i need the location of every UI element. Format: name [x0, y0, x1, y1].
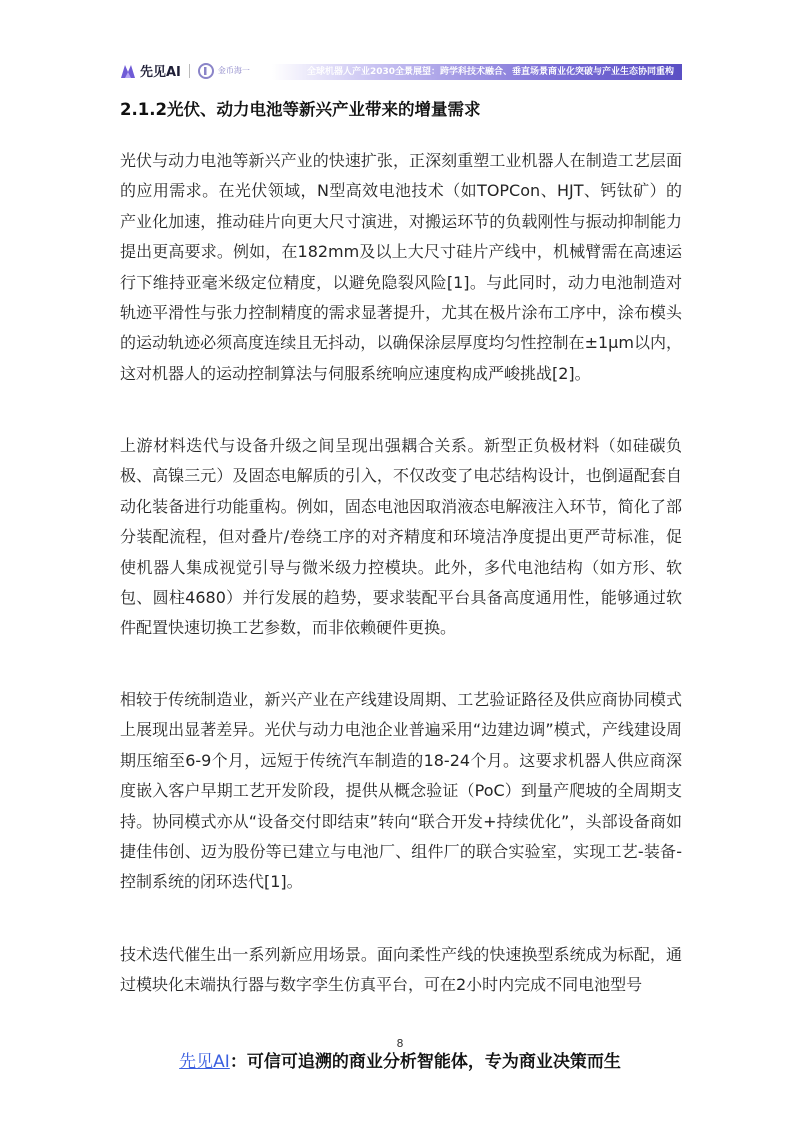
- paragraph-3: 相较于传统制造业，新兴产业在产线建设周期、工艺验证路径及供应商协同模式上展现出显著差异。光伏与动力电池企业普遍采用“边建边调”模式，产线建设周期压缩至6-9个月，远短于传统汽车制造的18-24个月。这要求机器人供应商深度嵌入客户早期工艺开发阶段，提供从概念验证（PoC）到量产爬坡的全周期支持。协同模式亦从“设备交付即结束”转向“联合开发+持续优化”，头部设备商如捷佳伟创、迈为股份等已建立与电池厂、组件厂的联合实验室，实现工艺-装备-控制系统的闭环迭代[1]。: [120, 690, 682, 892]
- brand-logo-text: 先见AI: [140, 65, 181, 80]
- partner-logo-icon: [198, 63, 214, 79]
- footer-tagline: [0, 1049, 800, 1075]
- paragraph-4: 技术迭代催生出一系列新应用场景。面向柔性产线的快速换型系统成为标配，通过模块化末端执行器与数字孪生仿真平台，可在2小时内完成不同电池型号: [120, 945, 682, 995]
- paragraph-1: 光伏与动力电池等新兴产业的快速扩张，正深刻重塑工业机器人在制造工艺层面的应用需求。在光伏领域，N型高效电池技术（如TOPCon、HJT、钙钛矿）的产业化加速，推动硅片向更大尺寸演进，对搬运环节的负载刚性与振动抑制能力提出更高要求。例如，在182mm及以上大尺寸硅片产线中，机械臂需在高速运行下维持亚毫米级定位精度，以避免隐裂风险[1]。与此同时，动力电池制造对轨迹平滑性与张力控制精度的需求显著提升，尤其在极片涂布工序中，涂布模头的运动轨迹必须高度连续且无抖动，以确保涂层厚度均匀性控制在±1μm以内，这对机器人的运动控制算法与伺服系统响应速度构成严峻挑战[2]。: [120, 151, 682, 383]
- partner-logo-text: 金币海一: [217, 66, 250, 75]
- page-header: [0, 0, 800, 90]
- footer-tagline-text: ：可信可追溯的商业分析智能体，专为商业决策而生: [229, 1052, 621, 1072]
- logo-divider: [189, 64, 190, 78]
- brand-logo-icon: [120, 63, 136, 79]
- report-title: 全球机器人产业2030全景展望：跨学科技术融合、垂直场景商业化突破与产业生态协同重构: [306, 67, 674, 77]
- report-title-banner: [272, 64, 682, 80]
- page-number: 8: [396, 1037, 404, 1050]
- paragraph-2: 上游材料迭代与设备升级之间呈现出强耦合关系。新型正负极材料（如硅碳负极、高镍三元）及固态电解质的引入，不仅改变了电芯结构设计，也倒逼配套自动化装备进行功能重构。例如，固态电池因取消液态电解液注入环节，简化了部分装配流程，但对叠片/卷绕工序的对齐精度和环境洁净度提出更严苛标准，促使机器人集成视觉引导与微米级力控模块。此外，多代电池结构（如方形、软包、圆柱4680）并行发展的趋势，要求装配平台具备高度通用性，能够通过软件配置快速切换工艺参数，而非依赖硬件更换。: [120, 436, 682, 638]
- brand-logo: [120, 61, 250, 80]
- section-heading: 2.1.2光伏、动力电池等新兴产业带来的增量需求: [120, 100, 481, 119]
- footer-brand-link[interactable]: 先见AI: [179, 1052, 230, 1072]
